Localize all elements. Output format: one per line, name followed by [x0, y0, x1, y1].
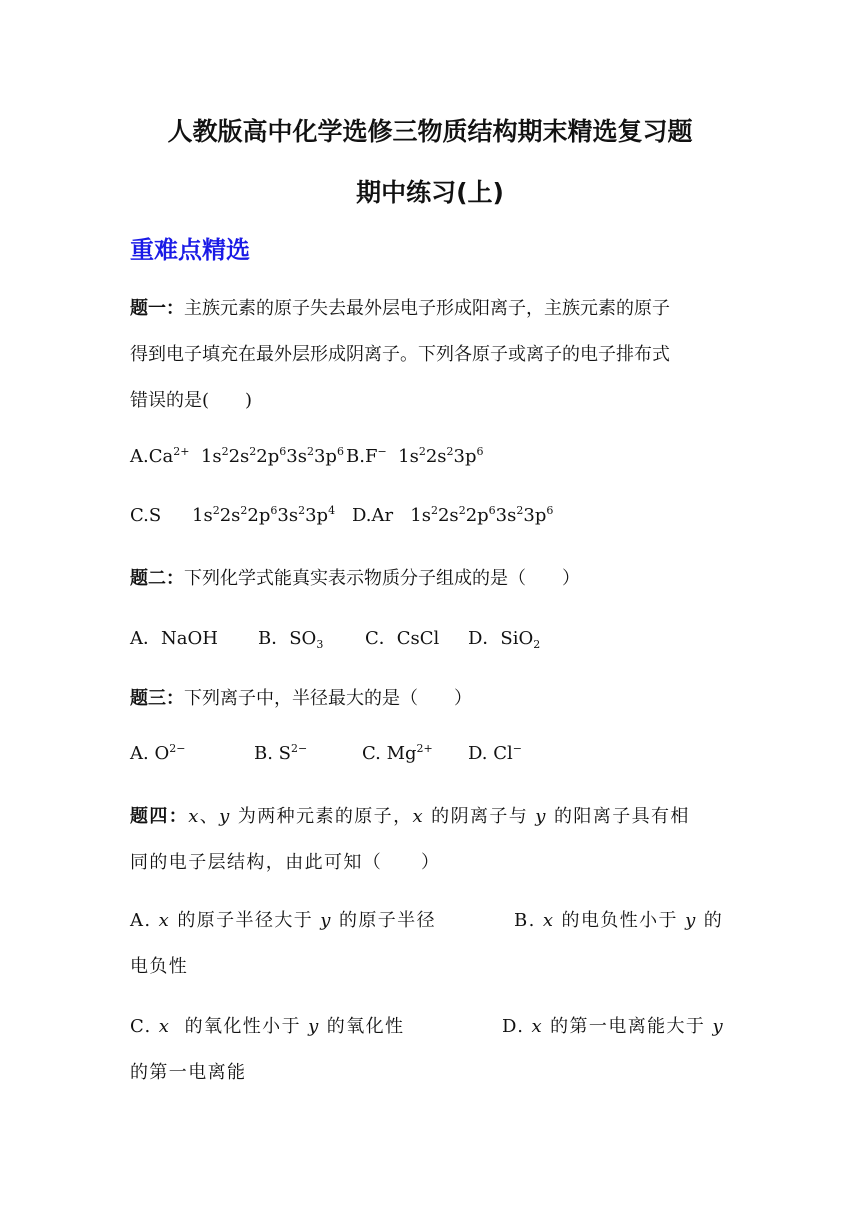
q4-option-a: A. x 的原子半径大于 y 的原子半径 [130, 910, 436, 931]
q3-option-b: B. $S^{2-}$ [254, 742, 308, 764]
q1-option-c-config: $1s^22s^22p^63s^23p^4$ [192, 504, 336, 526]
section-heading: 重难点精选 [130, 236, 250, 264]
q1-line2: 得到电子填充在最外层形成阴离子。下列各原子或离子的电子排布式 [130, 344, 670, 365]
q4-line1: 题四：x、y 为两种元素的原子，x 的阴离子与 y 的阳离子具有相 [130, 806, 690, 827]
q4-option-b-part2: 电负性 [130, 956, 189, 977]
q1-option-b: B.F− $1s^22s^23p^6$ [346, 445, 484, 467]
q4-option-d-part1: D. x 的第一电离能大于 y [502, 1016, 725, 1037]
q2-option-b: B．$SO_3$ [258, 628, 324, 651]
q3-line: 题三：下列离子中，半径最大的是（ ） [130, 688, 472, 709]
q1-option-a: $A.Ca^{2+}$ $1s^22s^22p^63s^23p^6$ [130, 445, 344, 467]
q3-option-c: C. $Mg^{2+}$ [362, 742, 433, 764]
q3-label: 题三： [130, 688, 184, 709]
q2-label: 题二： [130, 568, 184, 589]
q1-line1: 题一：主族元素的原子失去最外层电子形成阳离子，主族元素的原子 [130, 298, 670, 319]
q4-line2: 同的电子层结构，由此可知（ ） [130, 852, 441, 873]
q4-label: 题四： [130, 806, 189, 827]
q2-line: 题二：下列化学式能真实表示物质分子组成的是（ ） [130, 568, 580, 589]
q4-option-d-part2: 的第一电离能 [130, 1062, 247, 1083]
q2-option-c: C．CsCl [365, 628, 440, 649]
q3-option-d: D. Cl− [468, 742, 522, 764]
q3-option-a: A. $O^{2-}$ [130, 742, 186, 764]
q2-option-a: A．NaOH [130, 628, 218, 649]
q1-option-c: C.S [130, 505, 162, 526]
q1-line3: 错误的是( ) [130, 390, 253, 411]
q1-option-d: D.Ar $1s^22s^22p^63s^23p^6$ [352, 504, 554, 526]
document-subtitle: 期中练习(上) [356, 178, 504, 207]
q2-option-d: D．SiO$_2$ [468, 628, 541, 651]
q4-option-b-part1: B. x 的电负性小于 y 的 [514, 910, 724, 931]
q4-option-c: C. x 的氧化性小于 y 的氧化性 [130, 1016, 405, 1037]
document-title: 人教版高中化学选修三物质结构期末精选复习题 [167, 117, 693, 146]
q1-label: 题一： [130, 298, 184, 319]
